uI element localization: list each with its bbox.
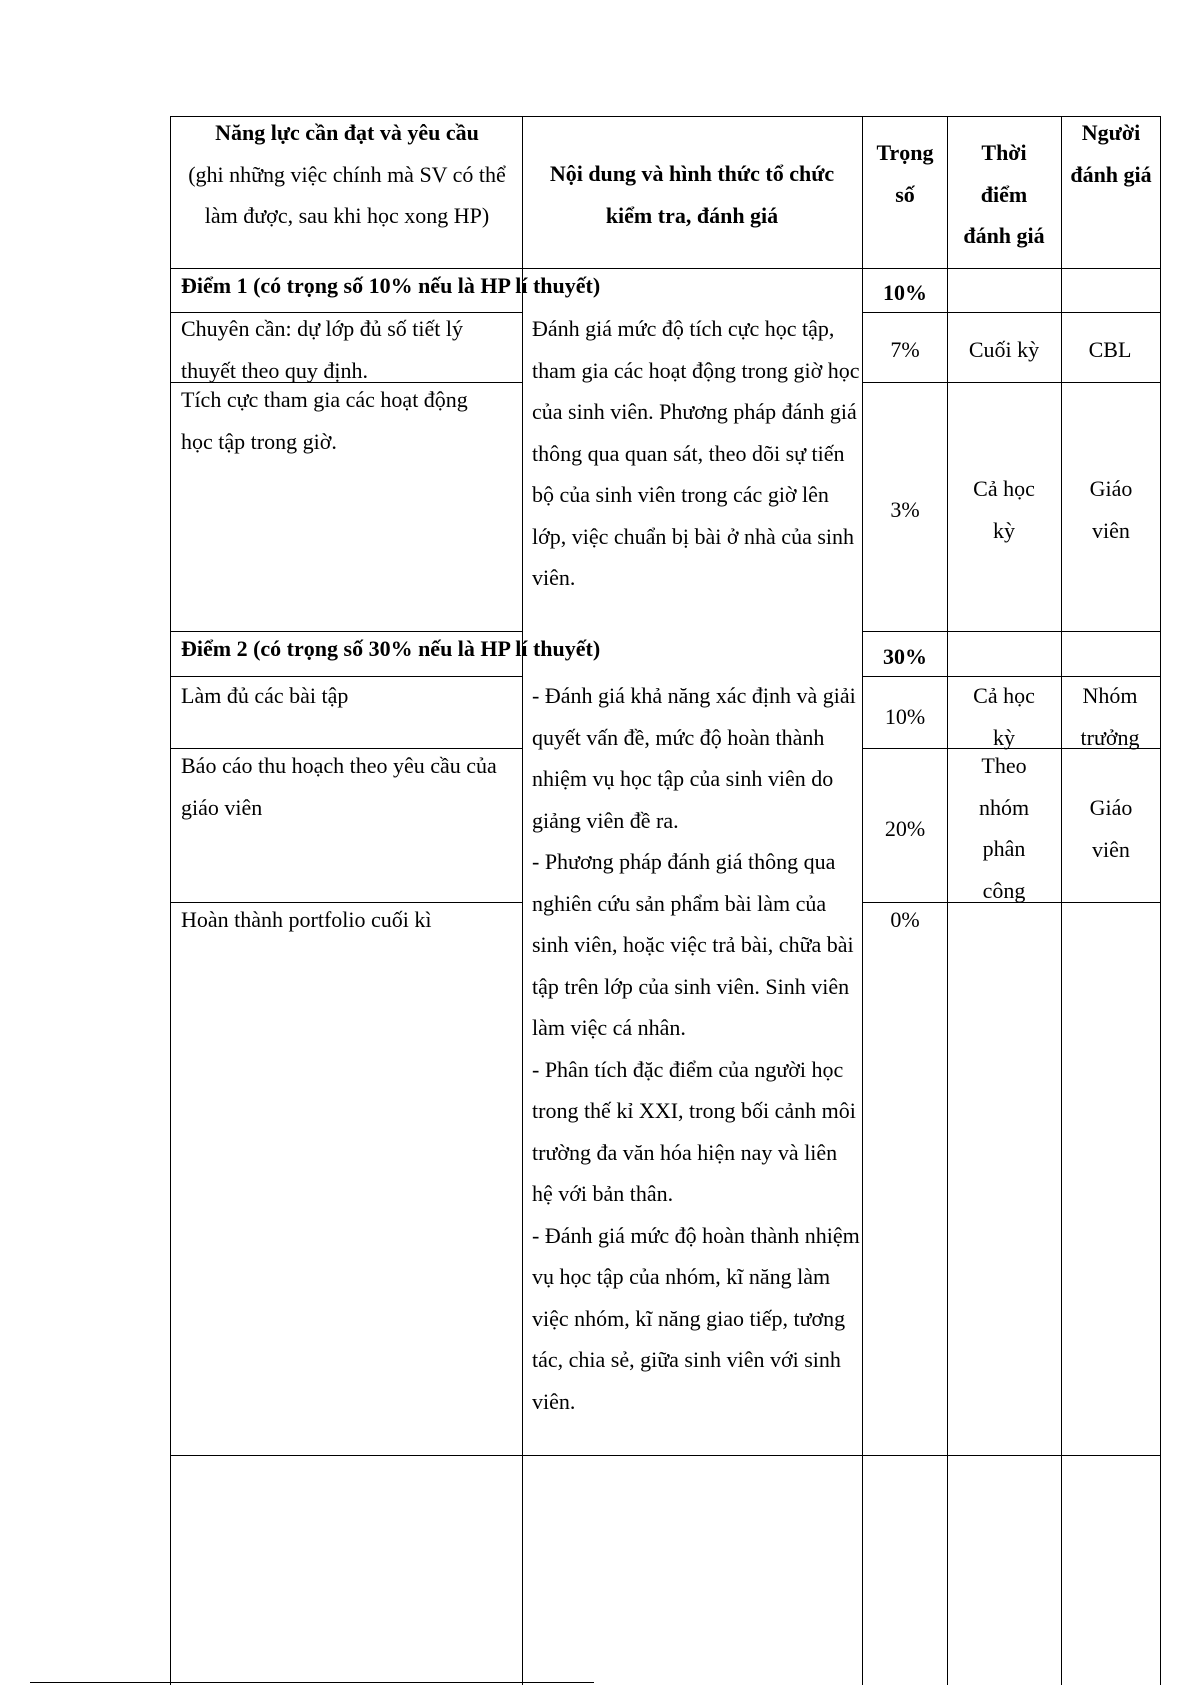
table-border-col3 (862, 116, 863, 1685)
s1-row1-time: Cuối kỳ (968, 337, 1040, 362)
section1-bottom-right (862, 631, 1161, 632)
header-time: Thời điểm đánh giá (963, 140, 1045, 248)
section2-bottom-border (170, 1455, 1161, 1456)
section2-weight: 30% (883, 644, 927, 669)
s2-row1-requirement: Làm đủ các bài tập (181, 683, 349, 708)
section2-content: - Đánh giá khả năng xác định và giải quyết vấn đề, mức độ hoàn thành nhiệm vụ học tập của sinh viên do giảng viên đề ra. - Phương pháp đánh giá thông qua nghiên cứu sản phẩm bài làm của sinh viên, hoặc việc trả bài, chữa bài tập trên lớp của sinh viên. Sinh viên làm việc cá nhân. - Phân tích đặc điểm của người học trong thế kỉ XXI, trong bối cảnh môi trường đa văn hóa hiện nay và liên hệ với bản thân. - Đánh giá mức độ hoàn thành nhiệm vụ học tập của nhóm, kĩ năng làm việc nhóm, kĩ năng giao tiếp, tương tác, chia sẻ, giữa sinh viên với sinh viên. (532, 683, 860, 1414)
table-border-col5 (1061, 116, 1062, 1685)
s2-row1-weight: 10% (884, 704, 926, 729)
footnote-separator (30, 1682, 594, 1683)
s1-row1-assessor: CBL (1088, 337, 1132, 362)
s2-row2-weight: 20% (884, 816, 926, 841)
s1-row2-weight: 3% (890, 497, 920, 522)
section1-weight: 10% (883, 280, 927, 305)
s1-row1-weight: 7% (890, 337, 920, 362)
table-border-col2 (522, 116, 523, 1685)
s2-row2-time: Theo nhóm phân công (978, 753, 1030, 903)
header-requirement-note: (ghi những việc chính mà SV có thể làm được, sau khi học xong HP) (188, 161, 506, 228)
s1-row1-requirement: Chuyên cần: dự lớp đủ số tiết lý thuyết theo quy định. (181, 316, 464, 383)
s1-row2-requirement: Tích cực tham gia các hoạt động học tập trong giờ. (181, 387, 468, 454)
table-border-col4 (947, 116, 948, 1685)
header-assessor: Người đánh giá (1070, 120, 1152, 187)
section1-content: Đánh giá mức độ tích cực học tập, tham gia các hoạt động trong giờ học của sinh viên. Phương pháp đánh giá thông qua quan sát, theo dõi sự tiến bộ của sinh viên trong các giờ lên lớp, việc chuẩn bị bài ở nhà của sinh viên. (532, 316, 860, 590)
header-requirement-title: Năng lực cần đạt và yêu cầu (215, 120, 479, 145)
s2-row3-requirement: Hoàn thành portfolio cuối kì (181, 907, 432, 932)
header-content: Nội dung và hình thức tổ chức kiểm tra, đánh giá (549, 161, 835, 228)
section2-title: Điểm 2 (có trọng số 30% nếu là HP lí thuyết) (181, 636, 601, 661)
s2-row1-assessor: Nhóm trưởng (1080, 683, 1140, 750)
s2-row2-assessor: Giáo viên (1089, 795, 1133, 862)
s1-row1-bottom-right (862, 382, 1161, 383)
s1-row2-time: Cả học kỳ (973, 476, 1035, 543)
section1-title: Điểm 1 (có trọng số 10% nếu là HP lí thuyết) (181, 273, 601, 298)
s2-row1-time: Cả học kỳ (973, 683, 1035, 750)
table-border-right (1160, 116, 1161, 1685)
header-weight: Trọng số (876, 140, 934, 207)
table-border-left (170, 116, 171, 1685)
s1-row2-assessor: Giáo viên (1089, 476, 1133, 543)
s2-row3-weight: 0% (890, 907, 920, 932)
header-requirement (178, 112, 516, 237)
s2-row2-requirement: Báo cáo thu hoạch theo yêu cầu của giáo viên (181, 753, 497, 820)
